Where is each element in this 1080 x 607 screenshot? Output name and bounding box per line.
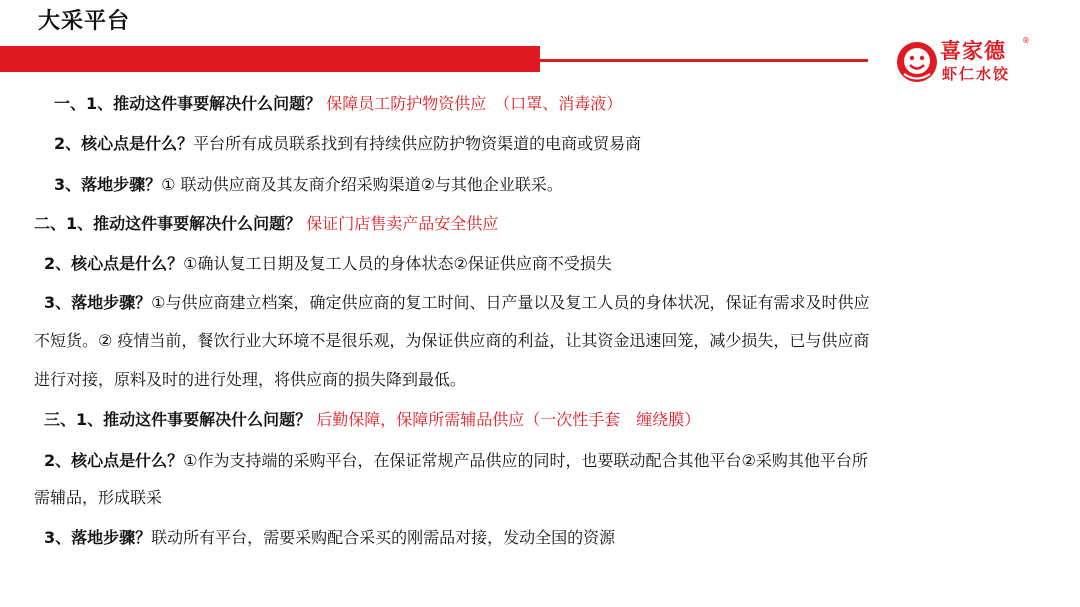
question-label: 2、核心点是什么？ — [54, 134, 194, 153]
mascot-icon — [896, 41, 938, 83]
logo-name: 喜家德 — [940, 39, 1006, 63]
section-3-question-1 — [44, 408, 700, 432]
header-bar-thick — [0, 46, 540, 72]
logo-registered-mark: ® — [1022, 36, 1030, 45]
section-2-question-3 — [44, 291, 870, 315]
answer-text: ①与供应商建立档案，确定供应商的复工时间、日产量以及复工人员的身体状况，保证有需求及时供应 — [151, 293, 870, 312]
question-label: 三、1、推动这件事要解决什么问题？ — [44, 410, 312, 429]
answer-text: 平台所有成员联系找到有持续供应防护物资渠道的电商或贸易商 — [193, 134, 642, 153]
page-title: 大采平台 — [38, 9, 131, 34]
answer-highlight: 保障员工防护物资供应 （口罩、消毒液） — [326, 94, 623, 113]
section-3-question-2 — [44, 449, 868, 473]
brand-logo — [896, 36, 1030, 88]
question-label: 3、落地步骤？ — [44, 528, 152, 547]
question-label: 3、落地步骤？ — [44, 293, 152, 312]
answer-text: ①作为支持端的采购平台，在保证常规产品供应的同时，也要联动配合其他平台②采购其他平台所 — [183, 451, 868, 470]
section-2-question-1 — [34, 212, 498, 236]
answer-highlight: 保证门店售卖产品安全供应 — [306, 214, 499, 233]
section-3-question-2-cont: 需辅品，形成联采 — [34, 488, 163, 507]
section-1-question-3 — [54, 173, 563, 197]
answer-text: ①确认复工日期及复工人员的身体状态②保证供应商不受损失 — [183, 254, 612, 273]
section-1-question-1 — [54, 92, 622, 116]
question-label: 一、1、推动这件事要解决什么问题？ — [54, 94, 322, 113]
section-2-question-3-cont-2: 进行对接，原料及时的进行处理，将供应商的损失降到最低。 — [34, 370, 467, 389]
section-1-question-2 — [54, 132, 641, 156]
question-label: 二、1、推动这件事要解决什么问题？ — [34, 214, 302, 233]
answer-highlight: 后勤保障，保障所需辅品供应（一次性手套 缠绕膜） — [316, 410, 701, 429]
section-2-question-2 — [44, 252, 612, 276]
question-label: 2、核心点是什么？ — [44, 451, 184, 470]
question-label: 2、核心点是什么？ — [44, 254, 184, 273]
section-2-question-3-cont-1: 不短货。② 疫情当前，餐饮行业大环境不是很乐观，为保证供应商的利益，让其资金迅速回笼，减少损失，已与供应商 — [34, 331, 870, 350]
answer-text: 联动所有平台，需要采购配合采买的刚需品对接，发动全国的资源 — [151, 528, 616, 547]
logo-subtitle: 虾仁水饺 — [942, 65, 1011, 83]
section-3-question-3 — [44, 526, 615, 550]
header-bar-thin — [540, 59, 868, 62]
question-label: 3、落地步骤？ — [54, 175, 162, 194]
answer-text: ① 联动供应商及其友商介绍采购渠道②与其他企业联采。 — [161, 175, 563, 194]
